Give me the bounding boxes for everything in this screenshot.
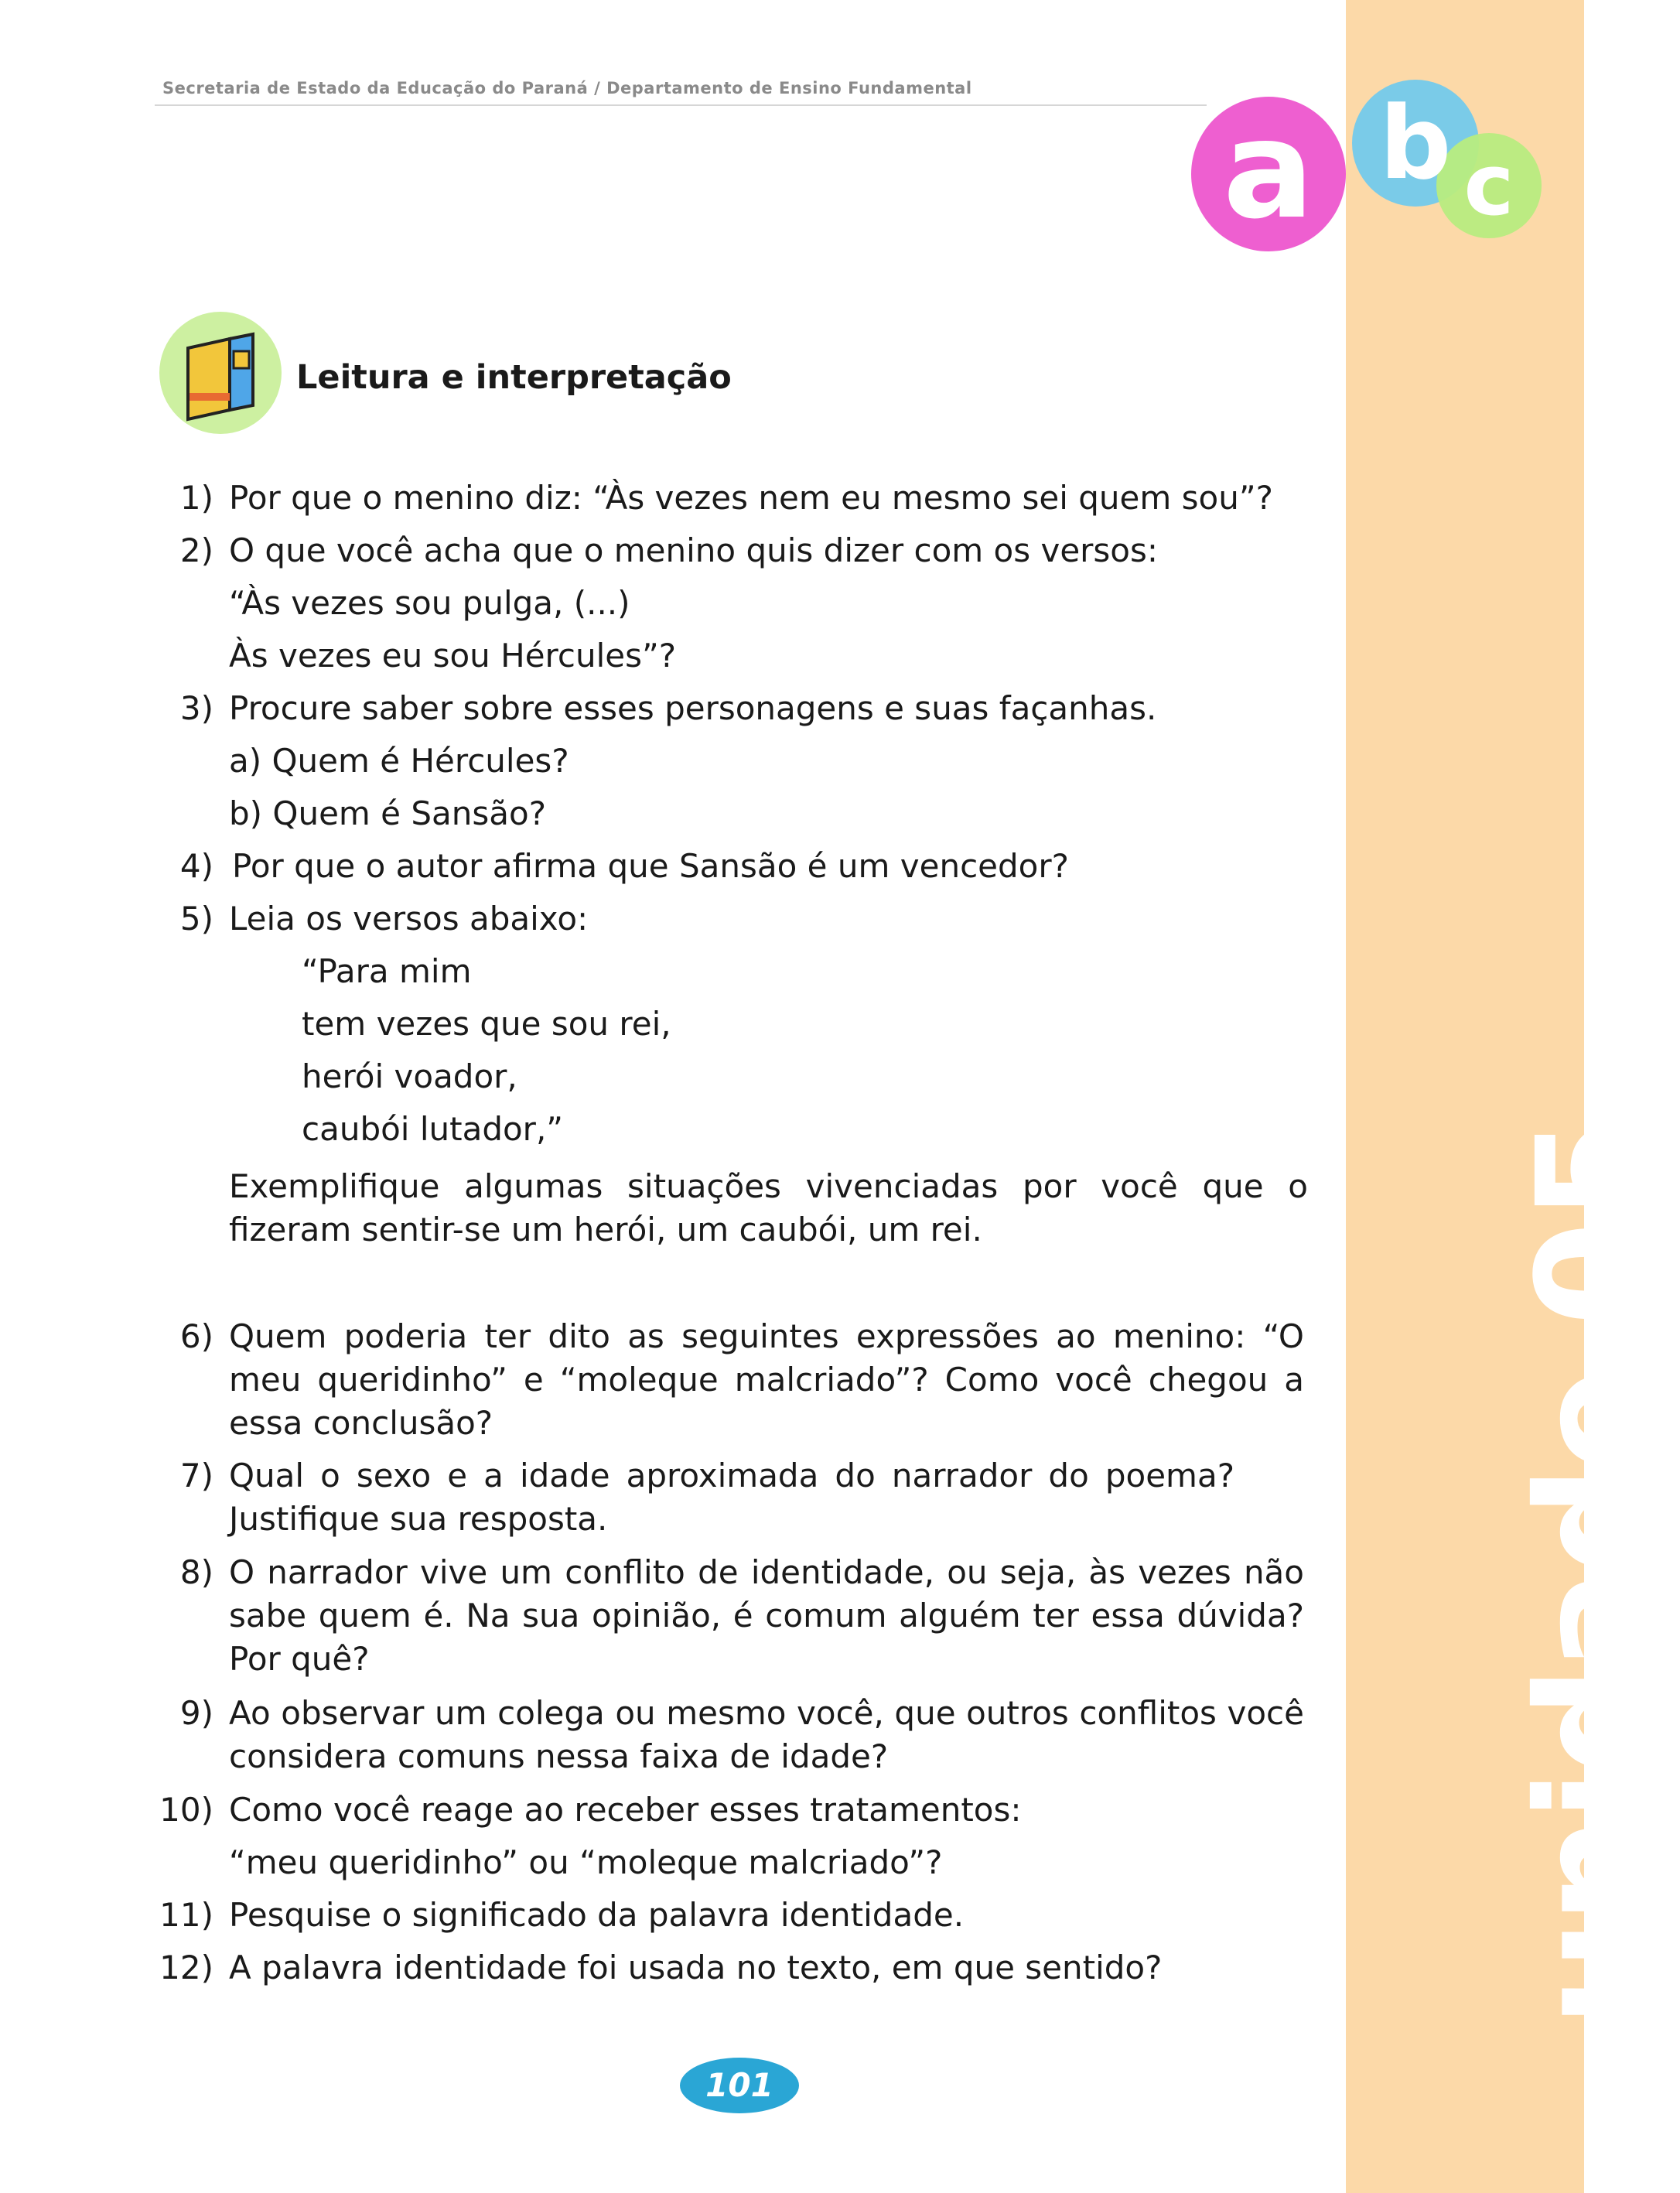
verse-line: “Para mim [302,952,472,990]
question-number: 5) [179,900,213,938]
question-text: Procure saber sobre esses personagens e suas façanhas. [229,689,1157,727]
question-text: A palavra identidade foi usada no texto, em que sentido? [229,1949,1163,1986]
question-text: Como você reage ao receber esses tratamentos: [229,1791,1022,1829]
unit-subtitle: identidade [1584,590,1660,969]
question-quote-line: “Às vezes sou pulga, (...) [229,584,630,622]
question-text: O narrador vive um conflito de identidade, ou seja, às vezes não sabe quem é. Na sua opinião, é comum alguém ter essa dúvida? Por quê? [229,1553,1304,1678]
verse-line: tem vezes que sou rei, [302,1005,671,1043]
letter-c: c [1463,135,1514,234]
question-number: 9) [179,1694,213,1732]
verse-line: herói voador, [302,1057,517,1095]
letter-a: a [1222,92,1315,249]
question-text: “meu queridinho” ou “moleque malcriado”? [229,1843,943,1881]
question-number: 10) [159,1791,213,1829]
question-number: 1) [179,479,213,517]
question-number: 11) [159,1896,213,1934]
question-quote-line: Às vezes eu sou Hércules”? [229,637,677,675]
header-text: Secretaria de Estado da Educação do Paraná / Departamento de Ensino Fundamental [162,79,972,97]
question-text: Ao observar um colega ou mesmo você, que outros conflitos você considera comuns nessa faixa de idade? [229,1694,1304,1775]
question-text: O que você acha que o menino quis dizer com os versos: [229,531,1159,569]
question-number: 4) [179,847,213,885]
question-text: Por que o autor afirma que Sansão é um vencedor? [232,847,1069,885]
question-number: 12) [159,1949,213,1986]
abc-logo [1183,66,1555,267]
unit-number: 05 [1504,1116,1680,1327]
question-text: Leia os versos abaixo: [229,900,589,938]
sub-question: a) Quem é Hércules? [229,742,569,780]
header-divider [155,104,1207,106]
book-icon [159,311,282,435]
verse-line: caubói lutador,” [302,1110,564,1148]
sub-question: b) Quem é Sansão? [229,794,546,832]
unit-word: unidade [1504,1372,1680,2027]
question-number: 8) [179,1553,213,1591]
section-title: Leitura e interpretação [296,358,732,397]
question-number: 3) [179,689,213,727]
question-text: Exemplifique algumas situações vivenciadas por você que o fizeram sentir-se um herói, um caubói, um rei. [229,1167,1308,1249]
question-number: 7) [179,1457,213,1494]
question-text: Por que o menino diz: “Às vezes nem eu mesmo sei quem sou”? [229,479,1273,517]
question-number: 6) [179,1317,213,1355]
question-number: 2) [179,531,213,569]
unit-dots: ... [1559,976,1667,1102]
page-number: 101 [680,2058,799,2113]
letter-b: b [1379,84,1452,202]
unit-label [1504,591,1680,2027]
question-text: Qual o sexo e a idade aproximada do narrador do poema? Justifique sua resposta. [229,1457,1234,1538]
question-text: Quem poderia ter dito as seguintes expressões ao menino: “O meu queridinho” e “moleque malcriado”? Como você chegou a essa conclusão? [229,1317,1304,1442]
question-text: Pesquise o significado da palavra identidade. [229,1896,965,1934]
